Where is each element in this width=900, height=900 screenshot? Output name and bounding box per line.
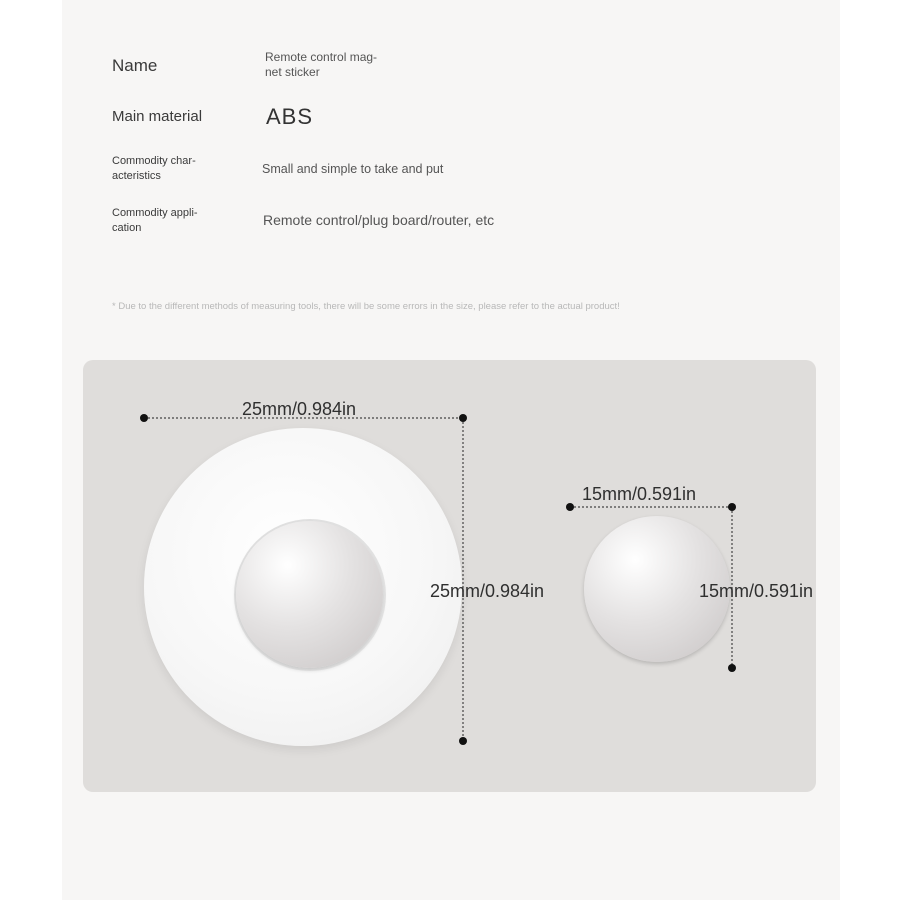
spec-label-characteristics-line-2: acteristics — [112, 170, 161, 182]
small-width-start-dot — [566, 503, 574, 511]
small-width-label: 15mm/0.591in — [582, 484, 697, 504]
spec-value-name-line-1: Remote control mag- — [265, 50, 378, 64]
large-width-start-dot — [140, 414, 148, 422]
spec-value-material: ABS — [266, 104, 314, 129]
small-height-end-dot — [728, 664, 736, 672]
spec-label-application-line-1: Commodity appli- — [112, 207, 198, 219]
measurement-note: * Due to the different methods of measuring tools, there will be some errors in the size, please refer to the actual product! — [112, 301, 620, 312]
spec-label-characteristics-line-1: Commodity char- — [112, 155, 196, 167]
large-height-label: 25mm/0.984in — [430, 581, 545, 601]
spec-label-name: Name — [112, 56, 158, 75]
small-corner-dot — [728, 503, 736, 511]
spec-label-material: Main material — [112, 108, 203, 125]
spec-value-characteristics: Small and simple to take and put — [262, 162, 444, 176]
large-corner-dot — [459, 414, 467, 422]
large-width-label: 25mm/0.984in — [242, 399, 357, 419]
small-height-label: 15mm/0.591in — [699, 581, 814, 601]
spec-value-name-line-2: net sticker — [265, 65, 320, 79]
spec-value-application: Remote control/plug board/router, etc — [263, 212, 495, 228]
spec-label-application-line-2: cation — [112, 222, 142, 234]
large-height-end-dot — [459, 737, 467, 745]
